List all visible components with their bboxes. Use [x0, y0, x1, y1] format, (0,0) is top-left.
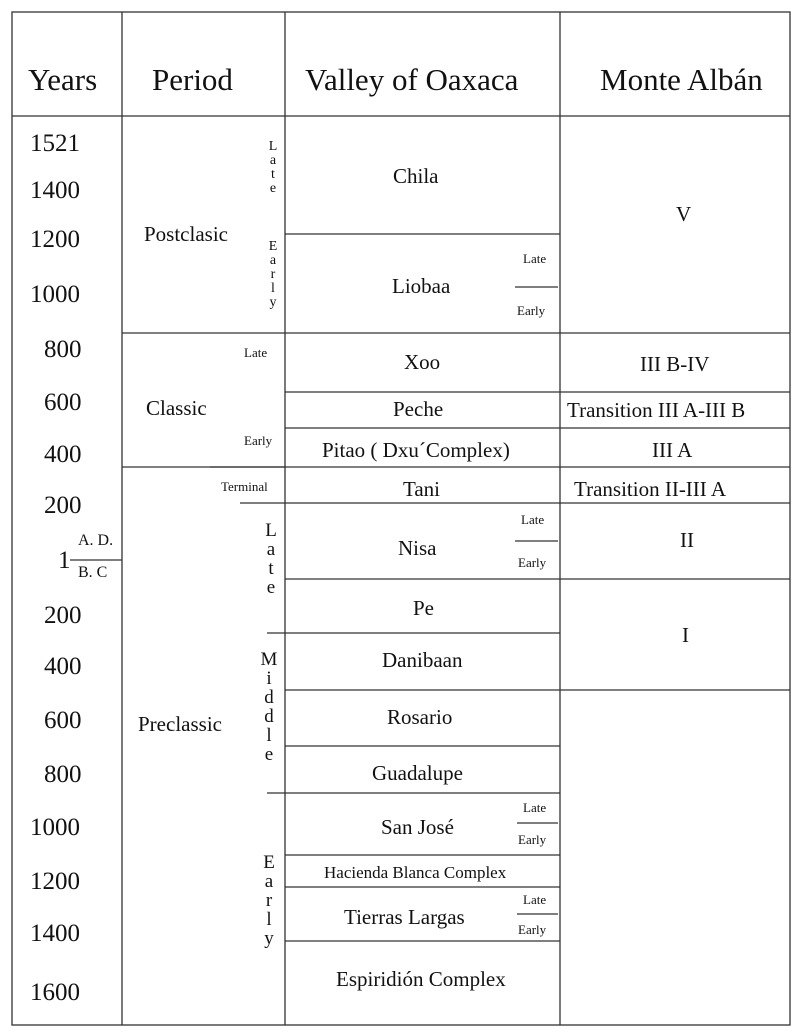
phase-nisa: Nisa [398, 536, 437, 560]
subperiod-pre-terminal: Terminal [221, 479, 268, 494]
monte-trans-ii-iiia: Transition II-III A [574, 477, 727, 501]
year-label: 1400 [30, 177, 80, 204]
phase-tierras-largas: Tierras Largas [344, 905, 465, 929]
year-label: 1200 [30, 226, 80, 253]
year-label: 1400 [30, 920, 80, 947]
monte-ii: II [680, 528, 694, 552]
sanjose-late: Late [523, 800, 547, 815]
year-label: 200 [44, 602, 82, 629]
monte-v: V [676, 202, 692, 226]
year-label: 600 [44, 707, 82, 734]
monte-iiia: III A [652, 438, 693, 462]
year-label: 800 [44, 761, 82, 788]
phase-san-jose: San José [381, 815, 454, 839]
year-label: 1 [58, 547, 71, 574]
year-label: 400 [44, 441, 82, 468]
year-label: 800 [44, 336, 82, 363]
phase-pe: Pe [413, 596, 434, 620]
liobaa-late: Late [523, 251, 547, 266]
year-label: 1521 [30, 130, 80, 157]
subperiod-post-early: E a r l y [268, 239, 278, 310]
era-bc-label: B. C [78, 564, 108, 581]
subperiod-classic-late: Late [244, 345, 268, 360]
year-label: 1600 [30, 979, 80, 1006]
monte-i: I [682, 623, 689, 647]
header-valley: Valley of Oaxaca [305, 62, 519, 97]
subperiod-pre-early: E a r l y [263, 852, 275, 949]
nisa-late: Late [521, 512, 545, 527]
tierras-late: Late [523, 892, 547, 907]
subperiod-post-late: L a t e [268, 139, 278, 196]
phase-chila: Chila [393, 164, 439, 188]
phase-hacienda-blanca: Hacienda Blanca Complex [324, 863, 507, 882]
period-preclassic: Preclassic [138, 712, 222, 736]
year-label: 400 [44, 653, 82, 680]
nisa-early: Early [518, 555, 547, 570]
liobaa-early: Early [517, 303, 546, 318]
phase-pitao: Pitao ( Dxu´Complex) [322, 438, 510, 462]
period-classic: Classic [146, 396, 207, 420]
monte-iiib-iv: III B-IV [640, 352, 710, 376]
header-monte-alban: Monte Albán [600, 62, 763, 97]
subperiod-pre-late: L a t e [265, 520, 277, 598]
phase-peche: Peche [393, 397, 444, 421]
phase-espiridion: Espiridión Complex [336, 967, 506, 991]
year-label: 200 [44, 492, 82, 519]
year-label: 1000 [30, 281, 80, 308]
period-postclassic: Postclasic [144, 222, 228, 246]
era-ad-label: A. D. [78, 532, 114, 549]
year-label: 1000 [30, 814, 80, 841]
phase-rosario: Rosario [387, 705, 453, 729]
phase-danibaan: Danibaan [382, 648, 463, 672]
phase-liobaa: Liobaa [392, 274, 451, 298]
header-years: Years [28, 62, 98, 97]
phase-guadalupe: Guadalupe [372, 761, 463, 785]
year-label: 1200 [30, 868, 80, 895]
subperiod-classic-early: Early [244, 433, 273, 448]
header-period: Period [152, 62, 233, 97]
year-label: 600 [44, 389, 82, 416]
subperiod-pre-middle: M i d d l e [260, 649, 278, 765]
monte-trans-iiia-iiib: Transition III A-III B [567, 398, 746, 422]
tierras-early: Early [518, 922, 547, 937]
phase-xoo: Xoo [404, 350, 441, 374]
phase-tani: Tani [403, 477, 441, 501]
sanjose-early: Early [518, 832, 547, 847]
